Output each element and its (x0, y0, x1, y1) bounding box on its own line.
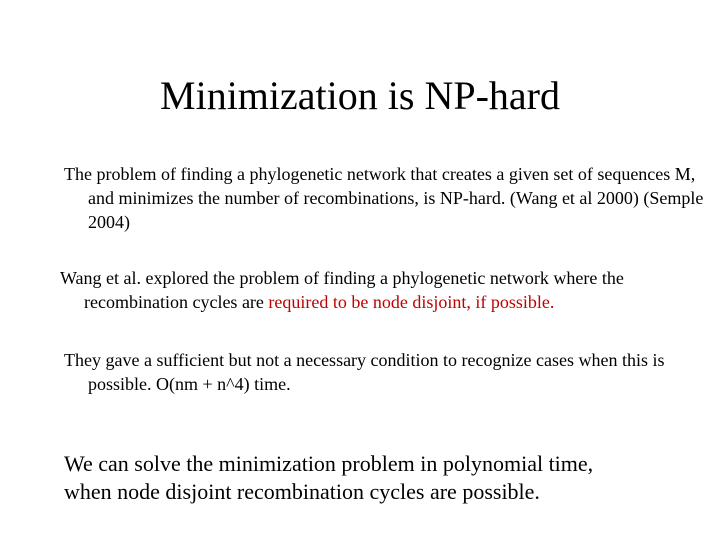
paragraph-np-hard: The problem of finding a phylogenetic network that creates a given set of sequences M, and minimizes the number of recombinations, is NP-hard. (Wang et al 2000) (Semple 2004) (64, 164, 704, 232)
paragraph-wang-plain-text: Wang et al. explored the problem of finding a phylogenetic network where the recombination cycles are (60, 268, 624, 312)
paragraph-wang-highlight-text: required to be node disjoint, if possible. (268, 292, 555, 312)
paragraph-wang-disjoint (60, 266, 714, 314)
polynomial-line-1: We can solve the minimization problem in polynomial time, (64, 451, 594, 476)
paragraph-polynomial-solution (64, 450, 694, 506)
slide-title: Minimization is NP-hard (160, 73, 560, 118)
polynomial-line-2: when node disjoint recombination cycles are possible. (64, 479, 540, 504)
paragraph-sufficient-condition: They gave a sufficient but not a necessary condition to recognize cases when this is possible. O(nm + n^4) time. (64, 350, 665, 394)
